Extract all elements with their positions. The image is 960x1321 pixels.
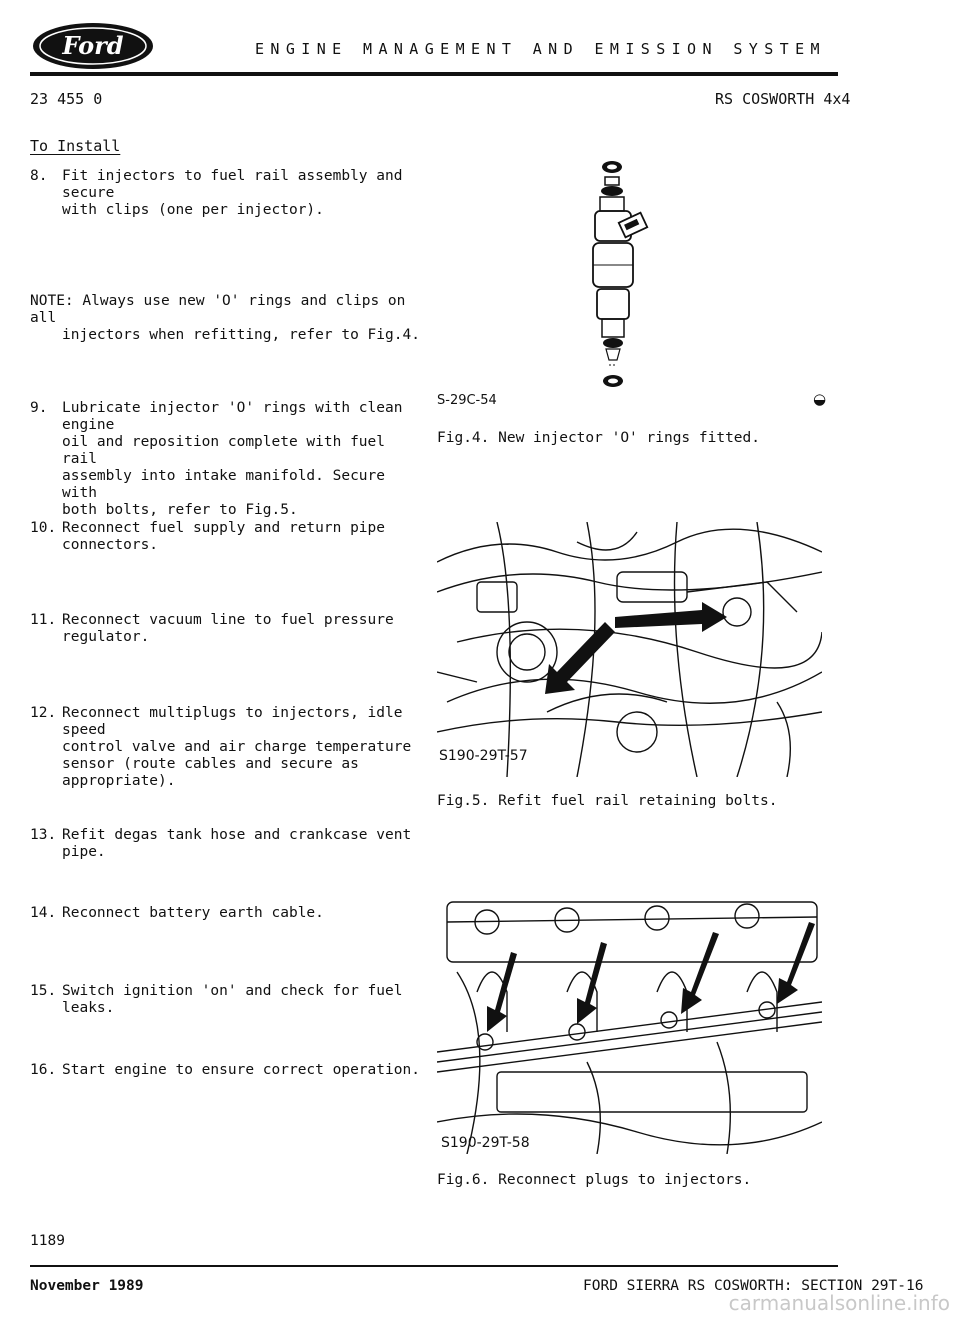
step-number: 13.	[30, 827, 57, 843]
step-number: 11.	[30, 612, 57, 628]
step-text: Lubricate injector 'O' rings with clean engine oil and reposition complete with fuel rail assembly into intake manifold. Secure with both bolts, refer to Fig.5.	[62, 400, 403, 518]
fig6-caption: Fig.6. Reconnect plugs to injectors.	[437, 1172, 752, 1188]
step-number: 12.	[30, 705, 57, 721]
step-14	[30, 905, 425, 922]
step-number: 8.	[30, 168, 48, 184]
step-16	[30, 1062, 425, 1079]
step-text: Refit degas tank hose and crankcase vent pipe.	[62, 827, 412, 860]
fig5-ref: S190-29T-57	[439, 748, 528, 764]
page-number: 1189	[30, 1233, 65, 1249]
step-text: Reconnect battery earth cable.	[62, 905, 324, 921]
footer-rule	[30, 1265, 838, 1267]
step-text: Reconnect vacuum line to fuel pressure regulator.	[62, 612, 394, 645]
step-8	[30, 168, 425, 219]
header-rule	[30, 72, 838, 76]
step-text: Reconnect fuel supply and return pipe connectors.	[62, 520, 386, 553]
doc-code: 23 455 0	[30, 90, 103, 108]
fig5-engine-illustration	[437, 522, 822, 777]
step-10	[30, 520, 425, 554]
note-lead: NOTE: Always use new 'O' rings and clips on all	[30, 293, 406, 326]
fig6-ref: S190-29T-58	[441, 1135, 530, 1151]
footer-title: FORD SIERRA RS COSWORTH: SECTION 29T-16	[583, 1278, 924, 1294]
step-text: Start engine to ensure correct operation.	[62, 1062, 420, 1078]
step-text: Switch ignition 'on' and check for fuel leaks.	[62, 983, 403, 1016]
step-12	[30, 705, 425, 790]
note-cont: injectors when refitting, refer to Fig.4.	[62, 327, 420, 343]
watermark: carmanualsonline.info	[728, 1291, 950, 1315]
note	[30, 293, 425, 344]
fig4-ref: S-29C-54	[437, 393, 497, 408]
step-11	[30, 612, 425, 646]
step-text: Fit injectors to fuel rail assembly and secure with clips (one per injector).	[62, 168, 403, 218]
footer-date: November 1989	[30, 1278, 144, 1294]
fig4-injector-illustration	[585, 155, 655, 395]
step-number: 16.	[30, 1062, 57, 1078]
step-number: 10.	[30, 520, 57, 536]
fig4-mark: ◒	[813, 390, 827, 408]
model-name: RS COSWORTH 4x4	[715, 90, 851, 108]
section-title: To Install	[30, 137, 121, 155]
step-13	[30, 827, 425, 861]
fig4-caption: Fig.4. New injector 'O' rings fitted.	[437, 430, 761, 446]
step-number: 15.	[30, 983, 57, 999]
step-15	[30, 983, 425, 1017]
step-number: 9.	[30, 400, 48, 416]
step-9	[30, 400, 425, 519]
step-number: 14.	[30, 905, 57, 921]
ford-logo	[30, 20, 156, 72]
fig6-injector-plugs-illustration	[437, 892, 822, 1154]
ford-logo-text: Ford	[62, 31, 124, 60]
step-text: Reconnect multiplugs to injectors, idle speed control valve and air charge temperature sensor (route cables and secure as appropriate).	[62, 705, 412, 789]
header-title: ENGINE MANAGEMENT AND EMISSION SYSTEM	[255, 40, 826, 58]
fig5-caption: Fig.5. Refit fuel rail retaining bolts.	[437, 793, 778, 809]
